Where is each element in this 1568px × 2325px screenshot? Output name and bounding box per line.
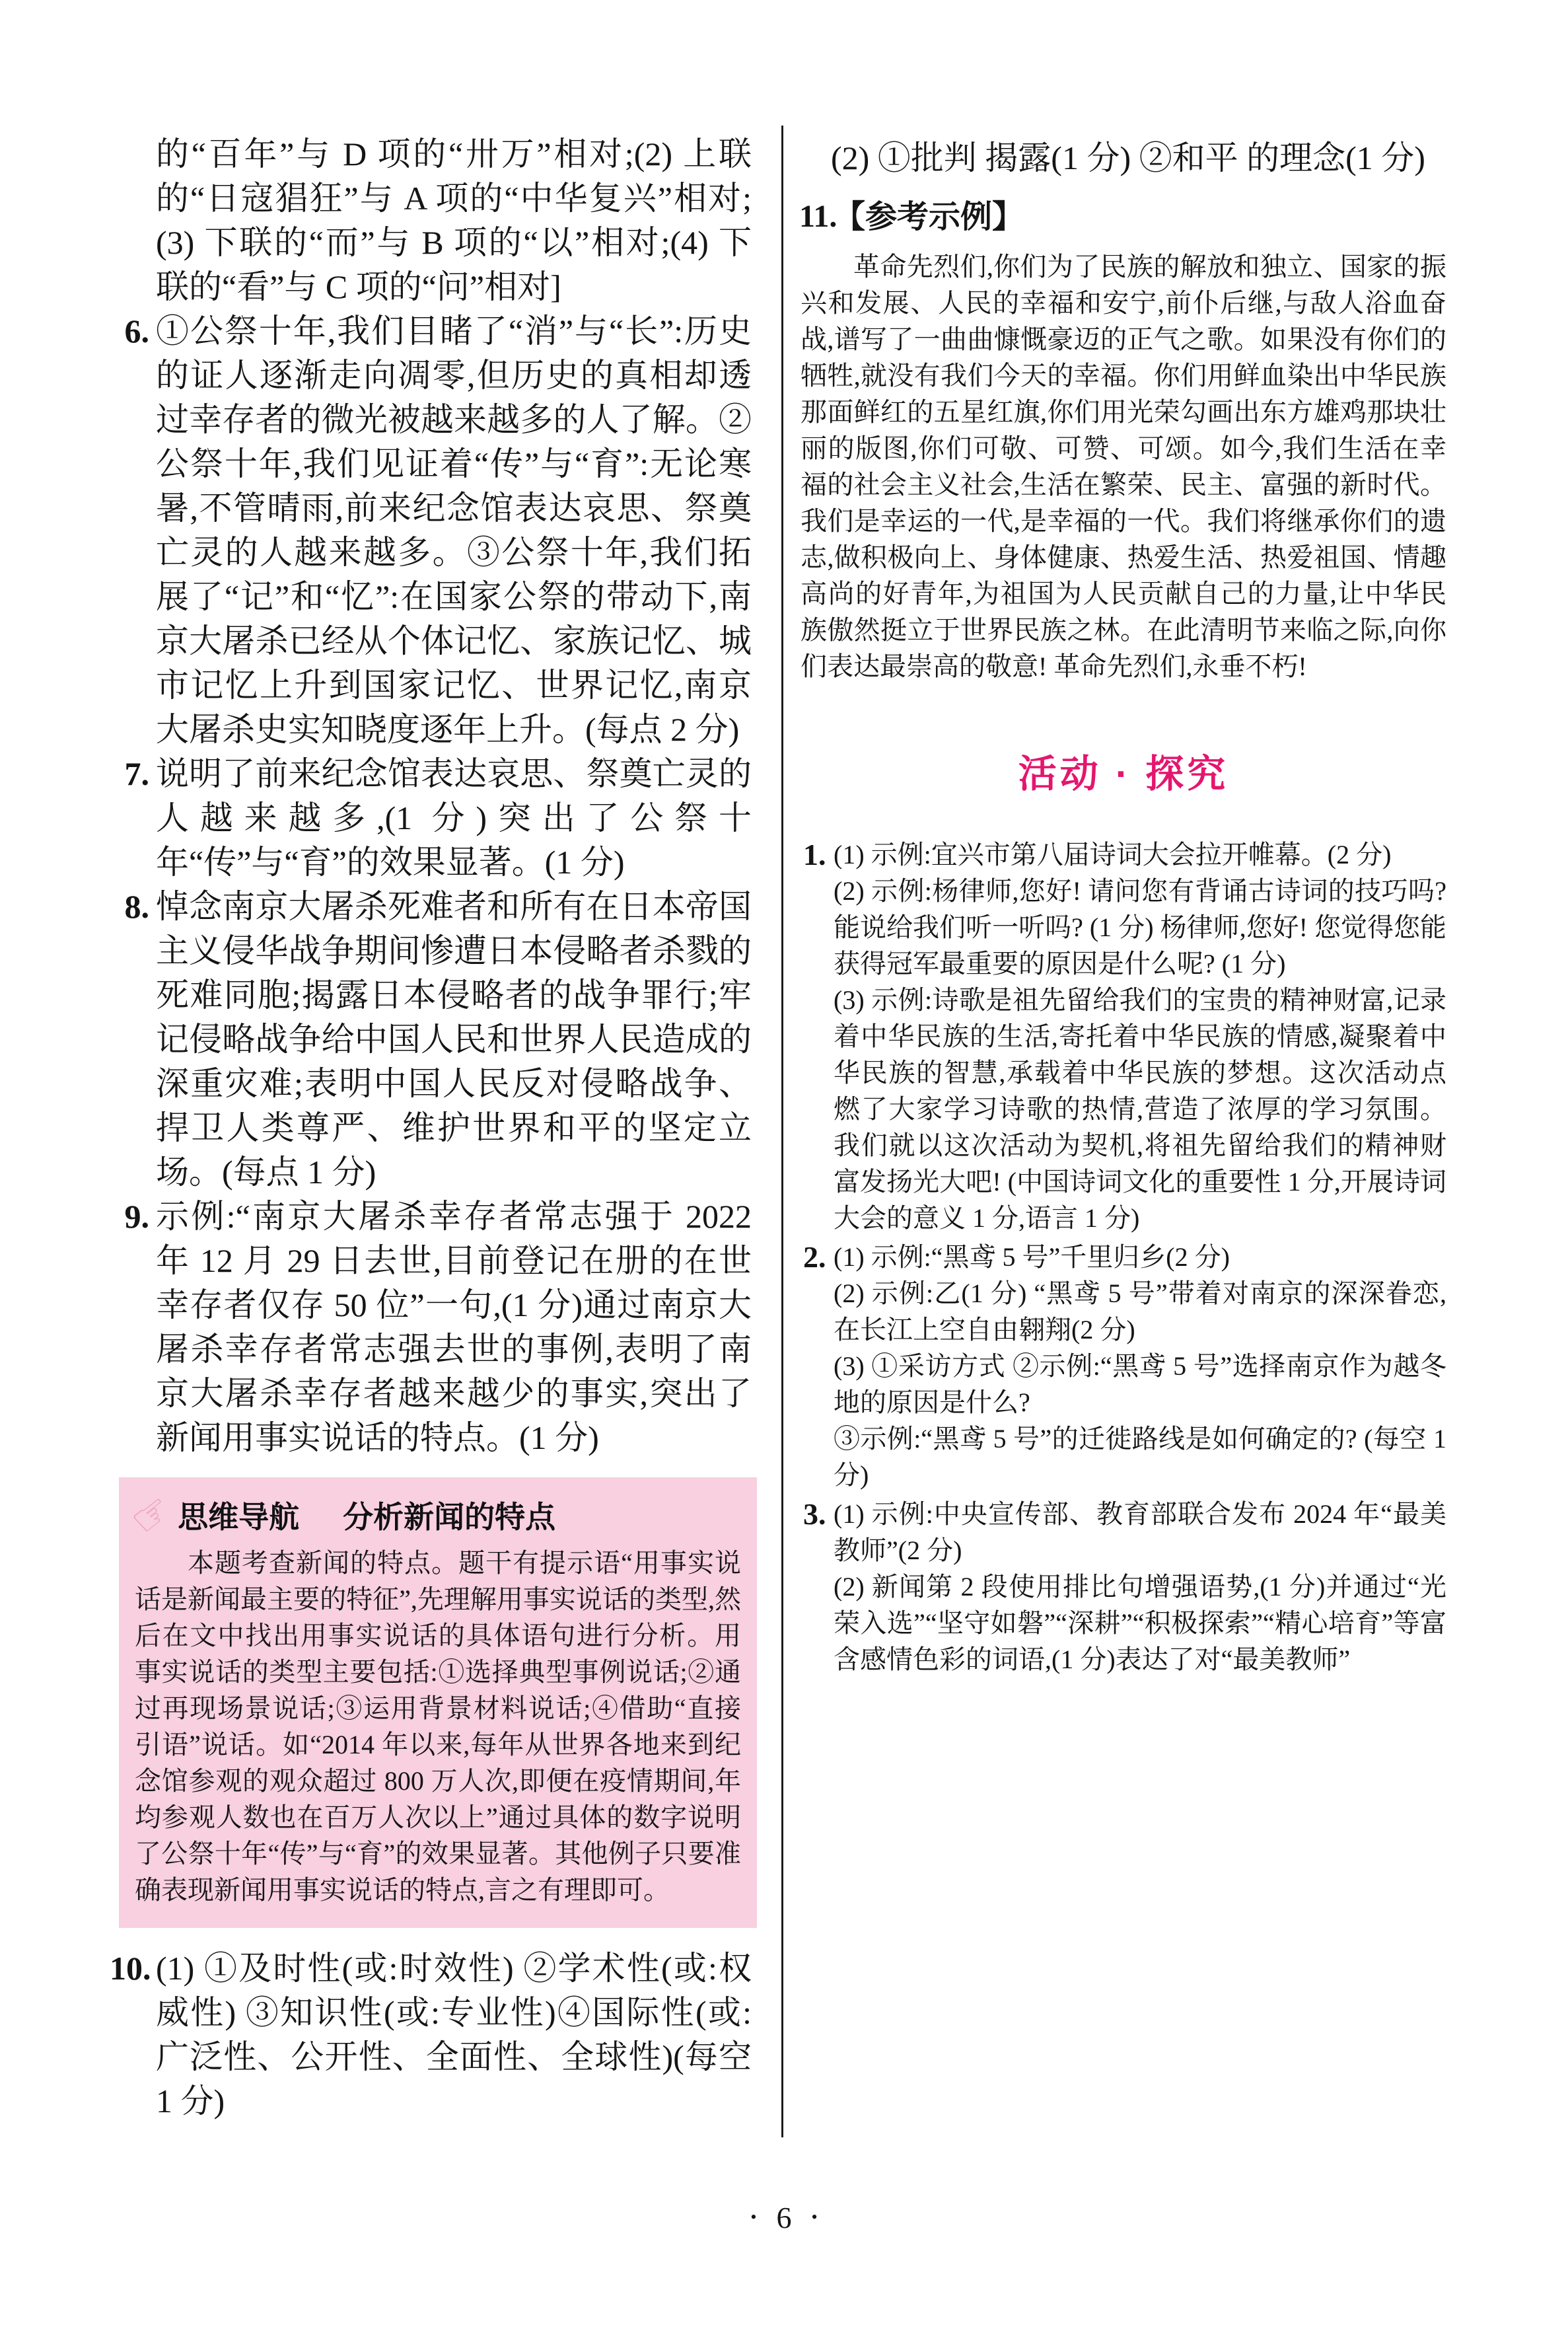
item-text: 说明了前来纪念馆表达哀思、祭奠亡灵的人越来越多,(1 分)突出了公祭十年“传”与“育”的效果显著。(1 分) (156, 755, 752, 881)
reference-example-paragraph: 革命先烈们,你们为了民族的解放和独立、国家的振兴和发展、人民的幸福和安宁,前仆后继,与敌人浴血奋战,谱写了一曲曲慷慨豪迈的正气之歌。如果没有你们的牺牲,就没有我们今天的幸福。你们用鲜血染出中华民族那面鲜红的五星红旗,你们用光荣勾画出东方雄鸡那块壮丽的版图,你们可敬、可赞、可颂。如今,我们生活在幸福的社会主义社会,生活在繁荣、民主、富强的新时代。我们是幸运的一代,是幸福的一代。我们将继承你们的遗志,做积极向上、身体健康、热爱生活、热爱祖国、情趣高尚的好青年,为祖国为人民贡献自己的力量,让中华民族傲然挺立于世界民族之林。在此清明节来临之际,向你们表达最崇高的敬意! 革命先烈们,永垂不朽! (801, 252, 1446, 681)
nav-box-body: 本题考查新闻的特点。题干有提示语“用事实说话是新闻最主要的特征”,先理解用事实说话的类型,然后在文中找出用事实说话的具体语句进行分析。用事实说话的类型主要包括:①选择典型事例说话;②通过再现场景说话;③运用背景材料说话;④借助“直接引语”说话。如“2014 年以来,每年从世界各地来到纪念馆参观的观众超过 800 万人次,即便在疫情期间,年均参观人数也在百万人次以上”通过具体的数字说明了公祭十年“传”与“育”的效果显著。其他例子只要准确表现新闻用事实说话的特点,言之有理即可。 (135, 1548, 741, 1905)
item-text: 示例:“南京大屠杀幸存者常志强于 2022 年 12 月 29 日去世,目前登记在册的在世幸存者仅存 50 位”一句,(1 分)通过南京大屠杀幸存者常志强去世的事例,表明了南京大屠杀幸存者越来越少的事实,突出了新闻用事实说话的特点。(1 分) (156, 1198, 752, 1456)
item-text: 悼念南京大屠杀死难者和所有在日本帝国主义侵华战争期间惨遭日本侵略者杀戮的死难同胞;揭露日本侵略者的战争罪行;牢记侵略战争给中国人民和世界人民造成的深重灾难;表明中国人民反对侵略战争、捍卫人类尊严、维护世界和平的坚定立场。(每点 1 分) (156, 888, 752, 1191)
answer-item-9 (125, 1195, 752, 1460)
footer (0, 2200, 1568, 2235)
continuation-text: 的“百年”与 D 项的“卅万”相对;(2) 上联的“日寇猖狂”与 A 项的“中华复兴”相对;(3) 下联的“而”与 B 项的“以”相对;(4) 下联的“看”与 C 项的“问”相对] (156, 135, 752, 305)
page-number: 6 (776, 2201, 792, 2234)
answer-item-10 (110, 1946, 752, 2123)
item-number: 8. (124, 888, 149, 925)
item-text: ①公祭十年,我们目睹了“消”与“长”:历史的证人逐渐走向凋零,但历史的真相却透过幸存者的微光被越来越多的人了解。②公祭十年,我们见证着“传”与“育”:无论寒暑,不管晴雨,前来纪念馆表达哀思、祭奠亡灵的人越来越多。③公祭十年,我们拓展了“记”和“忆”:在国家公祭的带动下,南京大屠杀已经从个体记忆、家族记忆、城市记忆上升到国家记忆、世界记忆,南京大屠杀史实知晓度逐年上升。(每点 2 分) (156, 313, 752, 748)
item-number: 6. (124, 313, 149, 350)
nav-box-title: 思维导航 (178, 1500, 300, 1534)
section-header-activity: 活动 · 探究 (1018, 753, 1229, 795)
answer-part: (1) 示例:中央宣传部、教育部联合发布 2024 年“最美教师”(2 分) (834, 1499, 1446, 1565)
thinking-nav-box (119, 1477, 757, 1928)
footer-left-dot: • (750, 2207, 757, 2227)
answer-part: (2) 新闻第 2 段使用排比句增强语势,(1 分)并通过“光荣入选”“坚守如磐”“深耕”“积极探索”“精心培育”等富含感情色彩的词语,(1 分)表达了对“最美教师” (834, 1572, 1446, 1674)
footer-right-dot: • (811, 2207, 818, 2227)
item-number: 1. (803, 838, 826, 871)
answer-part: (3) ①采访方式 ②示例:“黑鸢 5 号”选择南京作为越冬地的原因是什么? (834, 1351, 1446, 1417)
item-number: 11. (799, 199, 837, 234)
answer-item-7 (125, 752, 752, 885)
pointer-hand-icon: ☞ (120, 1483, 183, 1547)
answer-part: (2) 示例:杨律师,您好! 请问您有背诵古诗词的技巧吗? 能说给我们听一听吗? (1 分) 杨律师,您好! 您觉得您能获得冠军最重要的原因是什么呢? (1 分) (834, 876, 1446, 978)
nav-box-header (120, 1483, 741, 1547)
activity-item-2 (801, 1239, 1446, 1493)
answer-item-11 (801, 194, 1446, 239)
activity-item-3 (801, 1496, 1446, 1678)
activity-item-1 (801, 836, 1446, 1236)
item-text: (1) ①及时性(或:时效性) ②学术性(或:权威性) ③知识性(或:专业性)④国际性(或:广泛性、公开性、全面性、全球性)(每空 1 分) (156, 1950, 752, 2120)
answer-item-8 (125, 885, 752, 1195)
left-column (110, 132, 752, 2123)
reference-example-label: 【参考示例】 (834, 200, 1024, 235)
answer-part: ③示例:“黑鸢 5 号”的迁徙路线是如何确定的? (每空 1 分) (834, 1424, 1446, 1490)
answer-item-6 (125, 309, 752, 752)
item-number: 2. (803, 1240, 826, 1274)
item-number: 3. (803, 1497, 826, 1531)
continuation-answer-2: (2) ①批判 揭露(1 分) ②和平 的理念(1 分) (831, 139, 1425, 176)
right-column (801, 132, 1446, 1680)
item-number: 10. (110, 1950, 151, 1987)
answer-part: (3) 示例:诗歌是祖先留给我们的宝贵的精神财富,记录着中华民族的生活,寄托着中华民族的情感,凝聚着中华民族的智慧,承载着中华民族的梦想。这次活动点燃了大家学习诗歌的热情,营造了浓厚的学习氛围。我们就以这次活动为契机,将祖先留给我们的精神财富发扬光大吧! (中国诗词文化的重要性 1 分,开展诗词大会的意义 1 分,语言 1 分) (834, 985, 1446, 1233)
item-number: 7. (124, 755, 149, 792)
item-number: 9. (124, 1198, 149, 1235)
answer-part: (1) 示例:“黑鸢 5 号”千里归乡(2 分) (834, 1242, 1230, 1272)
nav-box-subtitle: 分析新闻的特点 (343, 1500, 556, 1534)
answer-part: (1) 示例:宜兴市第八届诗词大会拉开帷幕。(2 分) (834, 840, 1392, 869)
answer-part: (2) 示例:乙(1 分) “黑鸢 5 号”带着对南京的深深眷恋,在长江上空自由翱翔(2 分) (834, 1278, 1446, 1345)
column-divider (781, 126, 783, 2137)
